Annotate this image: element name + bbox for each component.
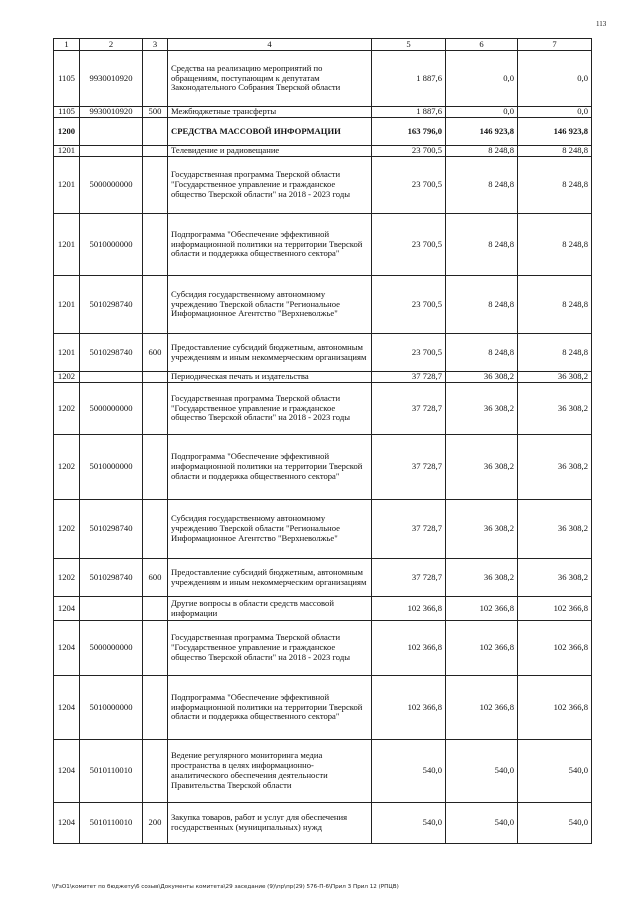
expense-type-cell bbox=[143, 383, 168, 435]
amount-col5-cell: 23 700,5 bbox=[372, 157, 446, 214]
description-cell: Подпрограмма "Обеспечение эффективной информационной политики на территории Тверской области и поддержка общественного сектора" bbox=[168, 676, 372, 740]
column-header: 7 bbox=[518, 39, 592, 51]
amount-col6-cell: 8 248,8 bbox=[446, 157, 518, 214]
amount-col6-cell: 8 248,8 bbox=[446, 334, 518, 372]
description-cell: Предоставление субсидий бюджетным, автономным учреждениям и иным некоммерческим организациям bbox=[168, 559, 372, 597]
amount-col6-cell: 0,0 bbox=[446, 51, 518, 107]
column-header: 6 bbox=[446, 39, 518, 51]
amount-col5-cell: 1 887,6 bbox=[372, 107, 446, 118]
expense-type-cell bbox=[143, 214, 168, 276]
expense-type-cell bbox=[143, 435, 168, 500]
section-code-cell: 1202 bbox=[54, 383, 80, 435]
section-code-cell: 1204 bbox=[54, 803, 80, 844]
budget-table bbox=[53, 38, 592, 844]
column-header: 1 bbox=[54, 39, 80, 51]
column-header: 3 bbox=[143, 39, 168, 51]
target-article-cell: 5010000000 bbox=[80, 676, 143, 740]
table-row bbox=[54, 276, 592, 334]
amount-col6-cell: 0,0 bbox=[446, 107, 518, 118]
table-row bbox=[54, 157, 592, 214]
column-header: 4 bbox=[168, 39, 372, 51]
amount-col5-cell: 23 700,5 bbox=[372, 334, 446, 372]
target-article-cell: 5000000000 bbox=[80, 621, 143, 676]
section-code-cell: 1201 bbox=[54, 334, 80, 372]
expense-type-cell bbox=[143, 157, 168, 214]
target-article-cell bbox=[80, 597, 143, 621]
amount-col7-cell: 0,0 bbox=[518, 51, 592, 107]
description-cell: Подпрограмма "Обеспечение эффективной информационной политики на территории Тверской области и поддержка общественного сектора" bbox=[168, 435, 372, 500]
column-header: 2 bbox=[80, 39, 143, 51]
table-row bbox=[54, 559, 592, 597]
amount-col7-cell: 8 248,8 bbox=[518, 157, 592, 214]
section-code-cell: 1202 bbox=[54, 500, 80, 559]
amount-col5-cell: 102 366,8 bbox=[372, 597, 446, 621]
amount-col7-cell: 102 366,8 bbox=[518, 621, 592, 676]
target-article-cell: 5010298740 bbox=[80, 334, 143, 372]
expense-type-cell: 600 bbox=[143, 334, 168, 372]
amount-col5-cell: 102 366,8 bbox=[372, 621, 446, 676]
amount-col5-cell: 163 796,0 bbox=[372, 118, 446, 146]
amount-col5-cell: 23 700,5 bbox=[372, 146, 446, 157]
table-row bbox=[54, 740, 592, 803]
amount-col7-cell: 8 248,8 bbox=[518, 276, 592, 334]
amount-col5-cell: 37 728,7 bbox=[372, 435, 446, 500]
amount-col7-cell: 8 248,8 bbox=[518, 146, 592, 157]
section-code-cell: 1204 bbox=[54, 740, 80, 803]
amount-col6-cell: 36 308,2 bbox=[446, 500, 518, 559]
section-code-cell: 1202 bbox=[54, 435, 80, 500]
expense-type-cell bbox=[143, 118, 168, 146]
description-cell: Другие вопросы в области средств массовой информации bbox=[168, 597, 372, 621]
amount-col5-cell: 37 728,7 bbox=[372, 372, 446, 383]
section-code-cell: 1204 bbox=[54, 597, 80, 621]
amount-col7-cell: 0,0 bbox=[518, 107, 592, 118]
amount-col7-cell: 8 248,8 bbox=[518, 214, 592, 276]
target-article-cell: 5000000000 bbox=[80, 383, 143, 435]
target-article-cell: 5010000000 bbox=[80, 214, 143, 276]
table-row bbox=[54, 500, 592, 559]
table-row bbox=[54, 214, 592, 276]
table-row bbox=[54, 383, 592, 435]
description-cell: Ведение регулярного мониторинга медиа пространства в целях информационно-аналитического обеспечения деятельности Правительства Тверской области bbox=[168, 740, 372, 803]
amount-col7-cell: 102 366,8 bbox=[518, 597, 592, 621]
section-code-cell: 1204 bbox=[54, 621, 80, 676]
expense-type-cell bbox=[143, 621, 168, 676]
description-cell: Телевидение и радиовещание bbox=[168, 146, 372, 157]
expense-type-cell bbox=[143, 51, 168, 107]
section-code-cell: 1204 bbox=[54, 676, 80, 740]
section-code-cell: 1201 bbox=[54, 146, 80, 157]
expense-type-cell bbox=[143, 372, 168, 383]
amount-col6-cell: 540,0 bbox=[446, 803, 518, 844]
amount-col6-cell: 36 308,2 bbox=[446, 435, 518, 500]
target-article-cell bbox=[80, 372, 143, 383]
target-article-cell: 5010110010 bbox=[80, 803, 143, 844]
target-article-cell bbox=[80, 118, 143, 146]
amount-col6-cell: 102 366,8 bbox=[446, 597, 518, 621]
amount-col7-cell: 146 923,8 bbox=[518, 118, 592, 146]
amount-col6-cell: 146 923,8 bbox=[446, 118, 518, 146]
description-cell: Государственная программа Тверской области "Государственное управление и гражданское общество Тверской области" на 2018 - 2023 годы bbox=[168, 157, 372, 214]
description-cell: Межбюджетные трансферты bbox=[168, 107, 372, 118]
amount-col7-cell: 102 366,8 bbox=[518, 676, 592, 740]
amount-col5-cell: 37 728,7 bbox=[372, 383, 446, 435]
amount-col6-cell: 8 248,8 bbox=[446, 214, 518, 276]
table-row bbox=[54, 676, 592, 740]
expense-type-cell bbox=[143, 500, 168, 559]
expense-type-cell bbox=[143, 676, 168, 740]
target-article-cell: 5010298740 bbox=[80, 276, 143, 334]
expense-type-cell bbox=[143, 740, 168, 803]
table-row bbox=[54, 107, 592, 118]
target-article-cell: 5010110010 bbox=[80, 740, 143, 803]
amount-col7-cell: 8 248,8 bbox=[518, 334, 592, 372]
amount-col5-cell: 102 366,8 bbox=[372, 676, 446, 740]
description-cell: Средства на реализацию мероприятий по обращениям, поступающим к депутатам Законодательного Собрания Тверской области bbox=[168, 51, 372, 107]
table-row bbox=[54, 803, 592, 844]
column-header: 5 bbox=[372, 39, 446, 51]
table-header-row bbox=[54, 39, 592, 51]
table-row bbox=[54, 621, 592, 676]
expense-type-cell bbox=[143, 146, 168, 157]
target-article-cell: 5010298740 bbox=[80, 559, 143, 597]
amount-col7-cell: 540,0 bbox=[518, 803, 592, 844]
description-cell: Подпрограмма "Обеспечение эффективной информационной политики на территории Тверской области и поддержка общественного сектора" bbox=[168, 214, 372, 276]
section-code-cell: 1201 bbox=[54, 276, 80, 334]
description-cell: Государственная программа Тверской области "Государственное управление и гражданское общество Тверской области" на 2018 - 2023 годы bbox=[168, 383, 372, 435]
section-code-cell: 1105 bbox=[54, 107, 80, 118]
table-row bbox=[54, 435, 592, 500]
amount-col7-cell: 36 308,2 bbox=[518, 435, 592, 500]
amount-col5-cell: 540,0 bbox=[372, 803, 446, 844]
expense-type-cell: 200 bbox=[143, 803, 168, 844]
description-cell: Субсидия государственному автономному учреждению Тверской области "Региональное Информационное Агентство "Верхневолжье" bbox=[168, 276, 372, 334]
expense-type-cell: 600 bbox=[143, 559, 168, 597]
footer-file-path: \\FsO1\комитет по бюджету\6 созыв\Документы комитета\29 заседание (9)\пр\пр(29) 576-П-6\Прил 3 Прил 12 (РПЦВ) bbox=[52, 884, 399, 890]
amount-col6-cell: 36 308,2 bbox=[446, 372, 518, 383]
description-cell: Предоставление субсидий бюджетным, автономным учреждениям и иным некоммерческим организациям bbox=[168, 334, 372, 372]
expense-type-cell bbox=[143, 597, 168, 621]
expense-type-cell bbox=[143, 276, 168, 334]
description-cell: Субсидия государственному автономному учреждению Тверской области "Региональное Информационное Агентство "Верхневолжье" bbox=[168, 500, 372, 559]
amount-col7-cell: 540,0 bbox=[518, 740, 592, 803]
amount-col5-cell: 37 728,7 bbox=[372, 500, 446, 559]
amount-col7-cell: 36 308,2 bbox=[518, 559, 592, 597]
amount-col5-cell: 37 728,7 bbox=[372, 559, 446, 597]
amount-col6-cell: 8 248,8 bbox=[446, 276, 518, 334]
description-cell: Государственная программа Тверской области "Государственное управление и гражданское общество Тверской области" на 2018 - 2023 годы bbox=[168, 621, 372, 676]
table-row bbox=[54, 118, 592, 146]
amount-col6-cell: 102 366,8 bbox=[446, 676, 518, 740]
section-code-cell: 1201 bbox=[54, 214, 80, 276]
description-cell: Периодическая печать и издательства bbox=[168, 372, 372, 383]
amount-col7-cell: 36 308,2 bbox=[518, 383, 592, 435]
amount-col5-cell: 23 700,5 bbox=[372, 214, 446, 276]
amount-col6-cell: 36 308,2 bbox=[446, 559, 518, 597]
table-row bbox=[54, 334, 592, 372]
description-cell: Закупка товаров, работ и услуг для обеспечения государственных (муниципальных) нужд bbox=[168, 803, 372, 844]
expense-type-cell: 500 bbox=[143, 107, 168, 118]
page-number: 113 bbox=[596, 20, 607, 28]
amount-col6-cell: 8 248,8 bbox=[446, 146, 518, 157]
amount-col5-cell: 23 700,5 bbox=[372, 276, 446, 334]
section-code-cell: 1202 bbox=[54, 559, 80, 597]
target-article-cell: 9930010920 bbox=[80, 107, 143, 118]
amount-col7-cell: 36 308,2 bbox=[518, 372, 592, 383]
description-cell: СРЕДСТВА МАССОВОЙ ИНФОРМАЦИИ bbox=[168, 118, 372, 146]
amount-col5-cell: 1 887,6 bbox=[372, 51, 446, 107]
target-article-cell: 5000000000 bbox=[80, 157, 143, 214]
table-row bbox=[54, 372, 592, 383]
table-row bbox=[54, 51, 592, 107]
amount-col7-cell: 36 308,2 bbox=[518, 500, 592, 559]
section-code-cell: 1201 bbox=[54, 157, 80, 214]
target-article-cell: 9930010920 bbox=[80, 51, 143, 107]
amount-col5-cell: 540,0 bbox=[372, 740, 446, 803]
table-row bbox=[54, 146, 592, 157]
section-code-cell: 1105 bbox=[54, 51, 80, 107]
target-article-cell: 5010298740 bbox=[80, 500, 143, 559]
amount-col6-cell: 36 308,2 bbox=[446, 383, 518, 435]
target-article-cell: 5010000000 bbox=[80, 435, 143, 500]
amount-col6-cell: 540,0 bbox=[446, 740, 518, 803]
table-row bbox=[54, 597, 592, 621]
target-article-cell bbox=[80, 146, 143, 157]
section-code-cell: 1200 bbox=[54, 118, 80, 146]
section-code-cell: 1202 bbox=[54, 372, 80, 383]
amount-col6-cell: 102 366,8 bbox=[446, 621, 518, 676]
